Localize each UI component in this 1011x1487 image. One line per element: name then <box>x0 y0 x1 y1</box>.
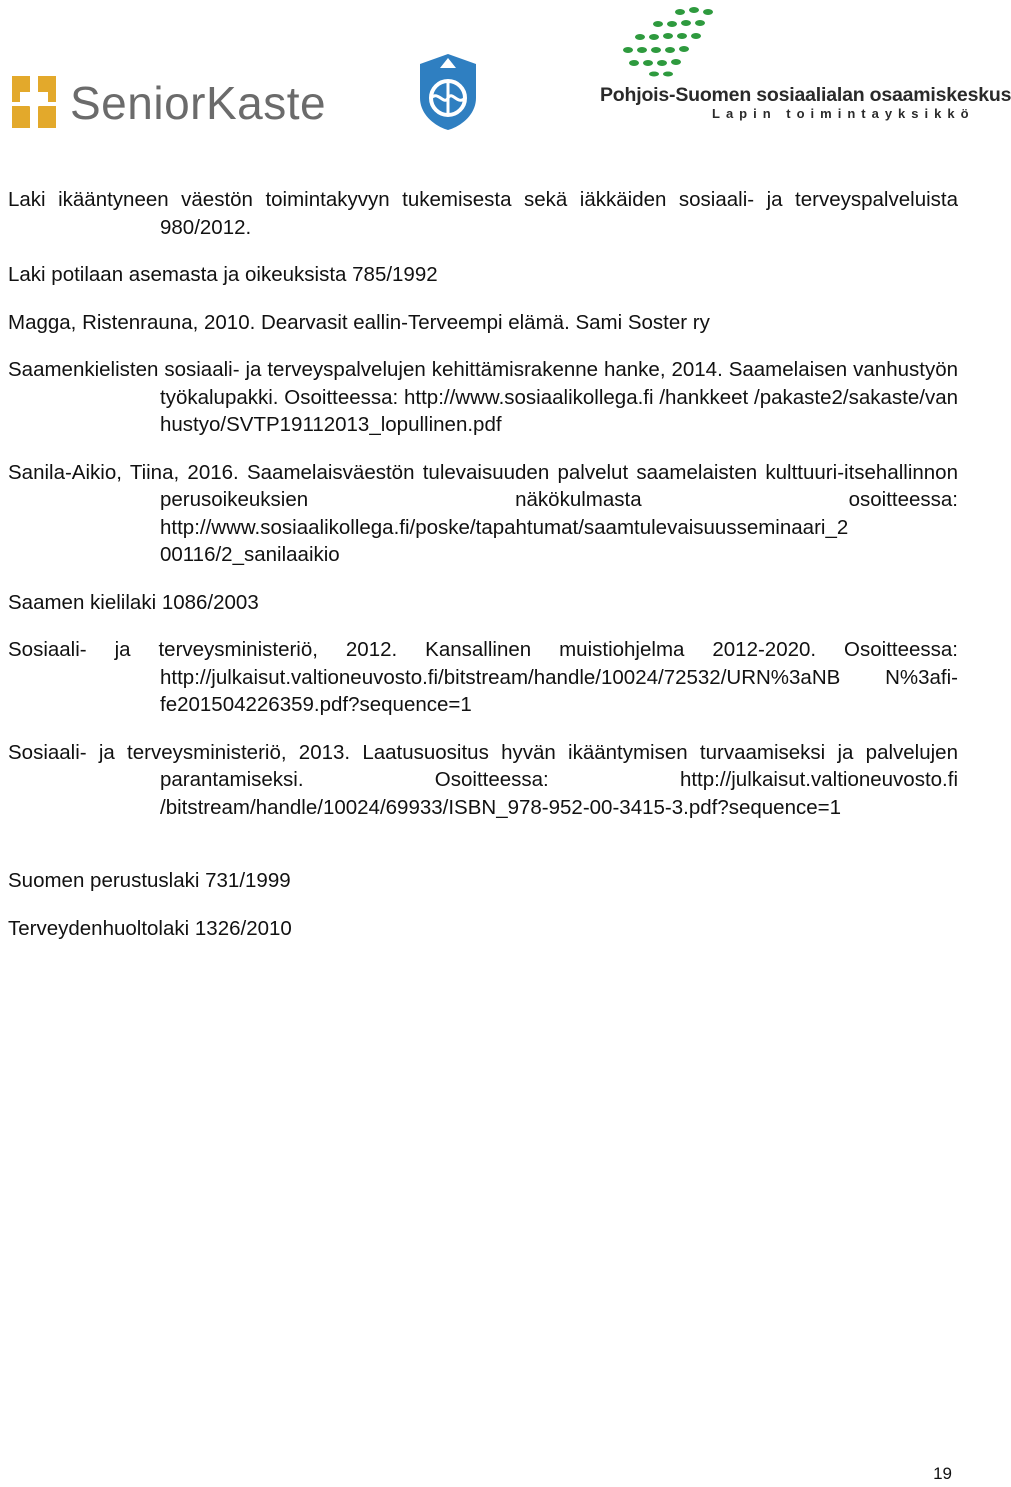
seniorikaste-heart-icon <box>6 72 62 132</box>
page-number: 19 <box>933 1464 952 1483</box>
reference-item: Laki ikääntyneen väestön toimintakyvyn tukemisesta sekä iäkkäiden sosiaali- ja terveyspalveluista 980/2012. <box>8 188 958 239</box>
pohjois-suomen-logo <box>598 0 1011 130</box>
reference-item: Saamen kielilaki 1086/2003 <box>8 590 259 614</box>
reference-item: Sanila-Aikio, Tiina, 2016. Saamelaisväestön tulevaisuuden palvelut saamelaisten kulttuuri-itsehallinnon perusoikeuksien näkökulmasta osoitteessa: http://www.sosiaalikollega.fi/poske/tapahtumat/saamtulevaisuusseminaari_2 00116/2_sanilaaikio <box>8 460 958 566</box>
org-name: Pohjois-Suomen sosiaalialan osaamiskeskus <box>600 84 1011 106</box>
reference-item: Saamenkielisten sosiaali- ja terveyspalvelujen kehittämisrakenne hanke, 2014. Saamelaisen vanhustyön työkalupakki. Osoitteessa: http://www.sosiaalikollega.fi /hankkeet /pakaste2/sakaste/van hustyo/SVTP19112013_lopullinen.pdf <box>8 358 958 436</box>
reference-item: Terveydenhuoltolaki 1326/2010 <box>8 916 292 940</box>
org-unit: Lapin toimintayksikkö <box>712 106 975 121</box>
green-dots-icon <box>618 4 718 76</box>
page-header <box>0 0 1011 150</box>
reference-item: Sosiaali- ja terveysministeriö, 2013. Laatusuositus hyvän ikääntymisen turvaamiseksi ja palvelujen parantamiseksi. Osoitteessa: http://julkaisut.valtioneuvosto.fi /bitstream/handle/10024/69933/ISBN_978-952-00-3415-3.pdf?sequence=1 <box>8 740 958 819</box>
reference-item: Magga, Ristenrauna, 2010. Dearvasit eallin-Terveempi elämä. Sami Soster ry <box>8 310 710 334</box>
seniorikaste-wordmark: SeniorKaste <box>70 77 327 129</box>
reference-item: Suomen perustuslaki 731/1999 <box>8 869 291 892</box>
reference-item: Sosiaali- ja terveysministeriö, 2012. Kansallinen muistiohjelma 2012-2020. Osoitteessa: http://julkaisut.valtioneuvosto.fi/bitstream/handle/10024/72532/URN%3aNB N%3afi-fe201504226359.pdf?sequence=1 <box>8 638 958 716</box>
reference-list <box>8 186 958 962</box>
shield-logo-icon <box>418 52 478 132</box>
reference-item: Laki potilaan asemasta ja oikeuksista 785/1992 <box>8 263 438 286</box>
